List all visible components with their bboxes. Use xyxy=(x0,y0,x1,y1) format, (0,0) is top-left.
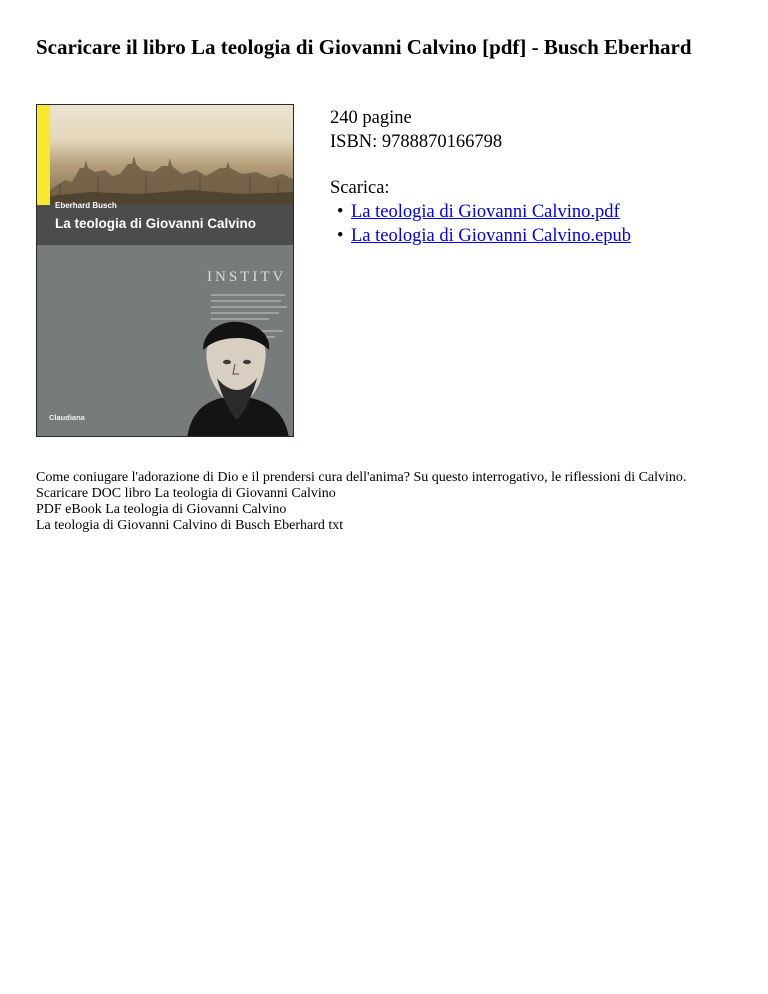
cover-city-engraving xyxy=(50,105,294,205)
download-section xyxy=(330,176,631,248)
cover-publisher: Claudiana xyxy=(49,413,85,422)
book-meta xyxy=(330,106,502,154)
description-summary: Come coniugare l'adorazione di Dio e il prendersi cura dell'anima? Su questo interrogativo, le riflessioni di Calvino. xyxy=(36,470,687,485)
download-link-pdf[interactable]: La teologia di Giovanni Calvino.pdf xyxy=(351,202,620,222)
cover-yellow-stripe xyxy=(37,105,50,205)
bullet: • xyxy=(337,202,344,222)
book-description xyxy=(36,470,726,534)
description-line: Scaricare DOC libro La teologia di Giovanni Calvino xyxy=(36,486,336,501)
calvin-portrait-illustration xyxy=(177,320,294,437)
download-link-epub[interactable]: La teologia di Giovanni Calvino.epub xyxy=(351,226,632,246)
isbn: ISBN: 9788870166798 xyxy=(330,132,503,152)
cover-title: La teologia di Giovanni Calvino xyxy=(55,216,257,231)
city-skyline-illustration xyxy=(50,150,294,205)
page-title: Scaricare il libro La teologia di Giovanni Calvino [pdf] - Busch Eberhard xyxy=(36,35,692,59)
book-cover-image xyxy=(36,104,294,437)
bullet: • xyxy=(337,226,344,246)
download-list xyxy=(330,200,631,248)
page-count: 240 pagine xyxy=(330,108,412,128)
download-heading: Scarica: xyxy=(330,178,390,198)
download-item-epub xyxy=(337,224,631,248)
description-line: PDF eBook La teologia di Giovanni Calvino xyxy=(36,502,287,517)
cover-inscription: INSTITV xyxy=(207,269,287,285)
cover-author: Eberhard Busch xyxy=(55,201,117,210)
download-item-pdf xyxy=(337,200,631,224)
description-line: La teologia di Giovanni Calvino di Busch Eberhard txt xyxy=(36,518,344,533)
